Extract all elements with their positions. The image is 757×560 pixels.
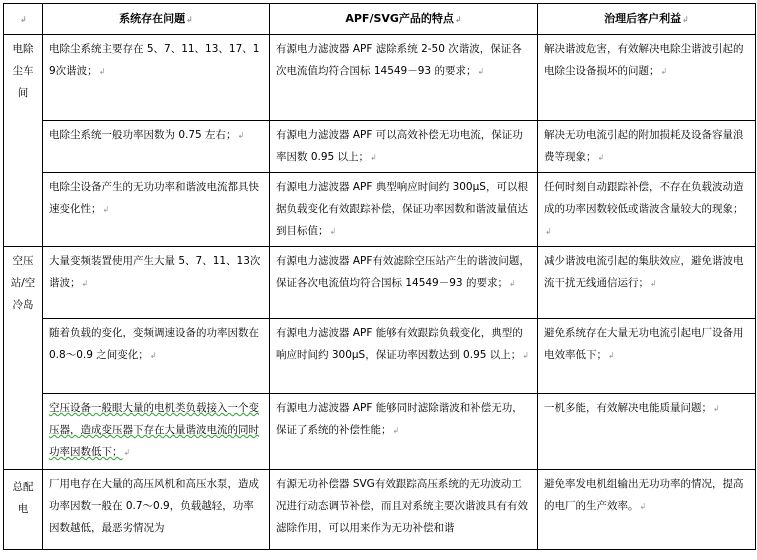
benefit-cell: 解决谐波危害，有效解决电除尘谐波引起的电除尘设备损坏的问题；↲ xyxy=(538,35,756,121)
table-row xyxy=(4,173,756,247)
benefit-cell: 避免率发电机组输出无功功率的情况，提高的电厂的生产效率。↲ xyxy=(538,470,756,550)
benefit-cell: 解决无功电流引起的附加损耗及设备容量浪费等现象；↲ xyxy=(538,121,756,173)
feature-cell: 有源电力滤波器 APF 能够同时滤除谐波和补偿无功，保证了系统的补偿性能；↲ xyxy=(270,394,538,470)
feature-cell: 有源电力滤波器 APF 滤除系统 2-50 次谐波，保证各次电流值均符合国标 14549－93 的要求；↲ xyxy=(270,35,538,121)
header-row xyxy=(4,4,756,35)
feature-cell: 有源电力滤波器 APF 可以高效补偿无功电流，保证功率因数 0.95 以上；↲ xyxy=(270,121,538,173)
header-benefit: 治理后客户利益↲ xyxy=(538,4,756,35)
feature-cell: 有源电力滤波器 APF有效滤除空压站产生的谐波问题，保证各次电流值均符合国标 14549－93 的要求；↲ xyxy=(270,247,538,319)
feature-cell: 有源电力滤波器 APF 能够有效跟踪负载变化，典型的响应时间约 300μS，保证功率因数达到 0.95 以上；↲ xyxy=(270,319,538,394)
benefit-cell: 任何时刻自动跟踪补偿，不存在负载波动造成的功率因数较低或谐波含量较大的现象；↲ xyxy=(538,173,756,247)
group-label-air-compressor: 空压站/空冷岛 xyxy=(4,247,43,470)
comparison-table xyxy=(3,3,756,550)
table-row xyxy=(4,319,756,394)
benefit-cell: 避免系统存在大量无功电流引起电厂设备用电效率低下；↲ xyxy=(538,319,756,394)
feature-cell: 有源无功补偿器 SVG有效跟踪高压系统的无功波动工况进行动态调节补偿，而且对系统主要次谐波具有有效滤除作用，可以用来作为无功补偿和谐 xyxy=(270,470,538,550)
header-corner-cell: ↲ xyxy=(4,4,43,35)
table-row xyxy=(4,121,756,173)
problem-cell: 大量变频装置使用产生大量 5、7、11、13次谐波；↲ xyxy=(43,247,270,319)
group-label-dust-removal: 电除尘车间 xyxy=(4,35,43,247)
benefit-cell: 一机多能，有效解决电能质量问题；↲ xyxy=(538,394,756,470)
problem-cell: 电除尘系统一般功率因数为 0.75 左右；↲ xyxy=(43,121,270,173)
table-row xyxy=(4,394,756,470)
header-problem: 系统存在问题↲ xyxy=(43,4,270,35)
problem-cell: 电除尘系统主要存在 5、7、11、13、17、19次谐波；↲ xyxy=(43,35,270,121)
feature-cell: 有源电力滤波器 APF 典型响应时间约 300μS，可以根据负载变化有效跟踪补偿，保证功率因数和谐波量值达到目标值；↲ xyxy=(270,173,538,247)
group-label-main-distribution: 总配电 xyxy=(4,470,43,550)
table-row xyxy=(4,247,756,319)
header-feature: APF/SVG产品的特点↲ xyxy=(270,4,538,35)
table-row xyxy=(4,35,756,121)
problem-cell: 随着负载的变化，变频调速设备的功率因数在 0.8～0.9 之间变化；↲ xyxy=(43,319,270,394)
problem-cell: 电除尘设备产生的无功功率和谐波电流都具快速变化性；↲ xyxy=(43,173,270,247)
benefit-cell: 减少谐波电流引起的集肤效应，避免谐波电流干扰无线通信运行；↲ xyxy=(538,247,756,319)
problem-cell: 厂用电存在大量的高压风机和高压水泵，造成功率因数一般在 0.7～0.9，负载越轻，功率因数越低，最恶劣情况为 xyxy=(43,470,270,550)
table-row xyxy=(4,470,756,550)
problem-cell: 空压设备一般眼大量的电机类负载接入一个变压器，造成变压器下存在大量谐波电流的同时功率因数低下；↲ xyxy=(43,394,270,470)
